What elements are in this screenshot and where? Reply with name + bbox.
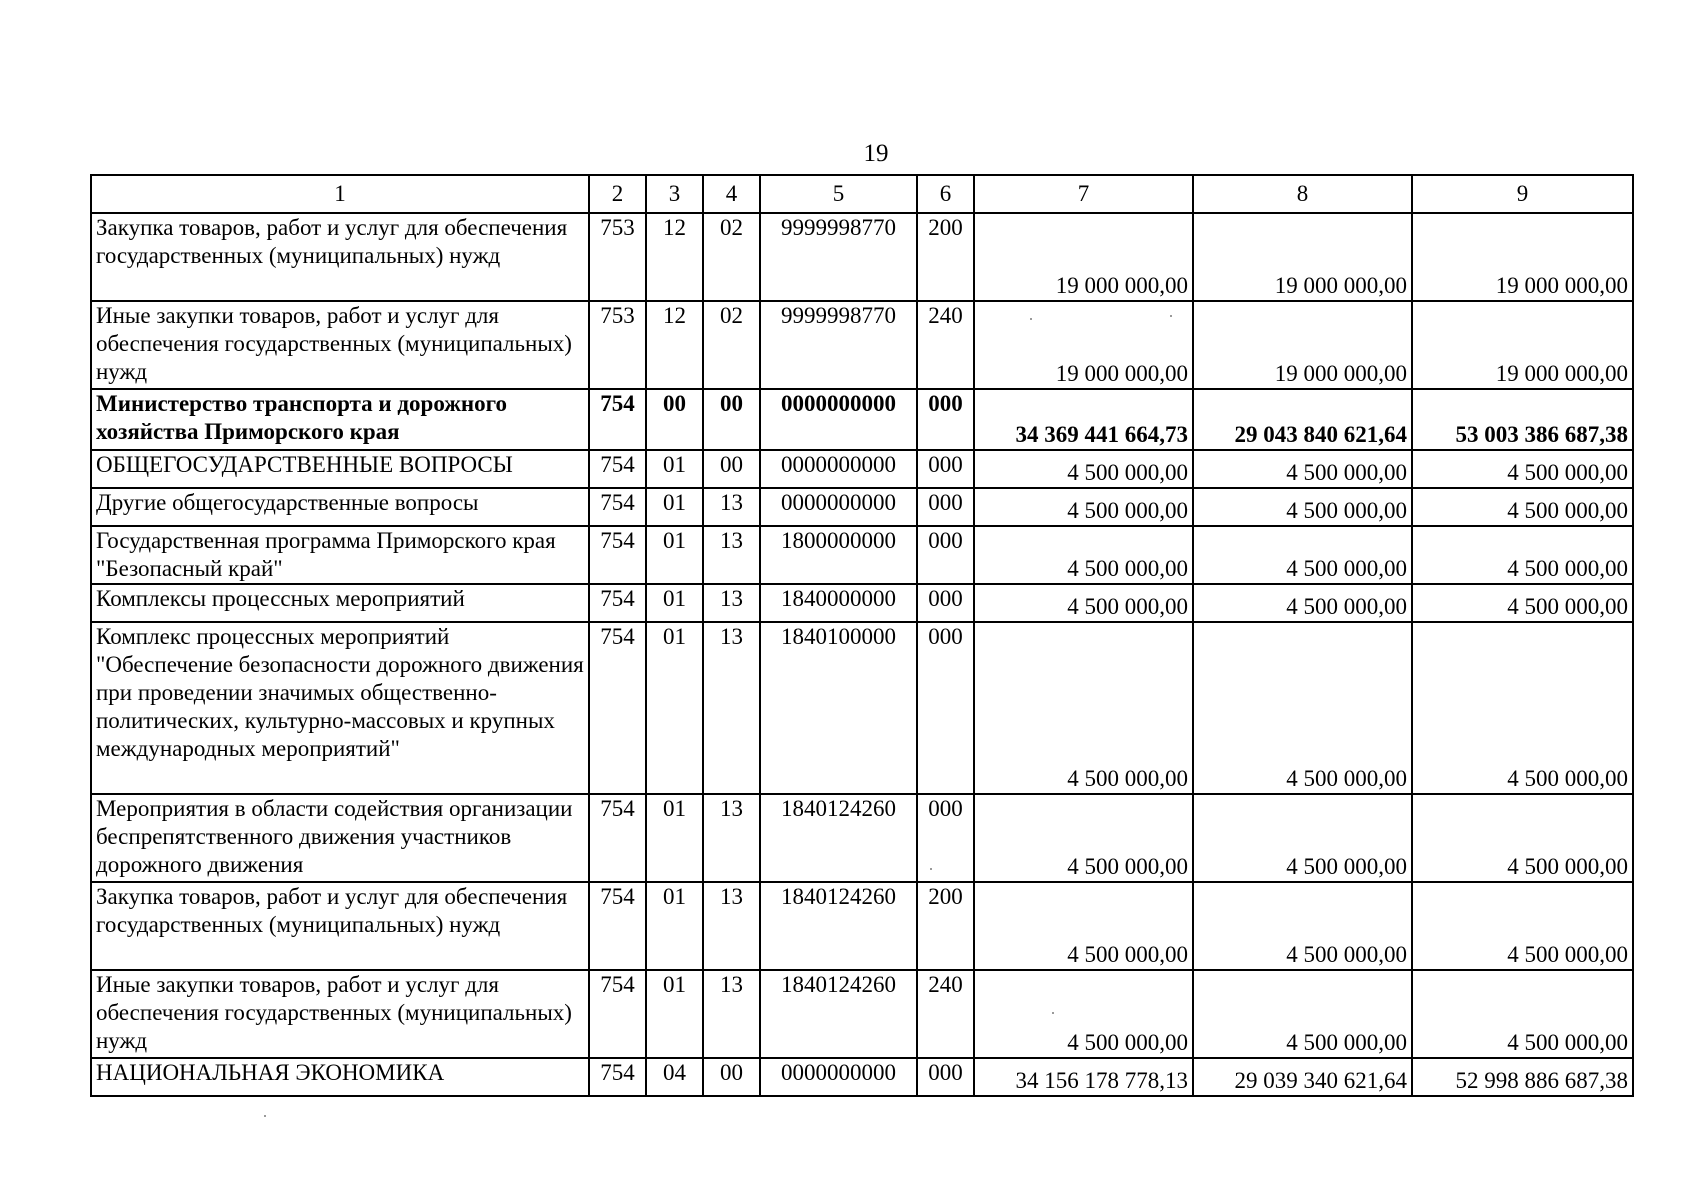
row-name-cell: Министерство транспорта и дорожного хозяйства Приморского края [91, 389, 589, 450]
row-amount-cell: 4 500 000,00 [1193, 488, 1412, 526]
row-name-cell: ОБЩЕГОСУДАРСТВЕННЫЕ ВОПРОСЫ [91, 450, 589, 488]
row-code-cell: 01 [646, 450, 703, 488]
row-code-cell: 01 [646, 526, 703, 584]
budget-table [90, 174, 1634, 1097]
row-amount-cell: 4 500 000,00 [974, 794, 1193, 882]
row-code-cell: 0000000000 [760, 450, 917, 488]
row-amount-cell: 29 043 840 621,64 [1193, 389, 1412, 450]
row-code-cell: 000 [917, 1058, 974, 1096]
row-code-cell: 0000000000 [760, 488, 917, 526]
row-code-cell: 754 [589, 488, 646, 526]
row-code-cell: 200 [917, 882, 974, 970]
row-code-cell: 01 [646, 584, 703, 622]
row-code-cell: 13 [703, 526, 760, 584]
header-cell: 8 [1193, 175, 1412, 213]
row-amount-cell: 19 000 000,00 [1412, 301, 1633, 389]
row-amount-cell: 4 500 000,00 [1412, 794, 1633, 882]
row-amount-cell: 34 369 441 664,73 [974, 389, 1193, 450]
header-cell: 6 [917, 175, 974, 213]
row-code-cell: 754 [589, 450, 646, 488]
row-code-cell: 00 [703, 1058, 760, 1096]
row-amount-cell: 4 500 000,00 [1412, 488, 1633, 526]
row-name-cell: Другие общегосударственные вопросы [91, 488, 589, 526]
row-code-cell: 12 [646, 301, 703, 389]
row-code-cell: 240 [917, 970, 974, 1058]
row-amount-cell: 4 500 000,00 [974, 970, 1193, 1058]
table-row [91, 301, 1633, 389]
row-code-cell: 1800000000 [760, 526, 917, 584]
table-row [91, 488, 1633, 526]
scan-speck [1170, 315, 1172, 317]
row-amount-cell: 53 003 386 687,38 [1412, 389, 1633, 450]
row-name-cell: Комплексы процессных мероприятий [91, 584, 589, 622]
header-cell: 1 [91, 175, 589, 213]
row-amount-cell: 4 500 000,00 [1412, 450, 1633, 488]
row-code-cell: 13 [703, 794, 760, 882]
row-code-cell: 00 [703, 450, 760, 488]
row-code-cell: 1840000000 [760, 584, 917, 622]
row-code-cell: 754 [589, 584, 646, 622]
row-amount-cell: 34 156 178 778,13 [974, 1058, 1193, 1096]
row-amount-cell: 4 500 000,00 [974, 622, 1193, 794]
row-amount-cell: 19 000 000,00 [1193, 213, 1412, 301]
table-header-row [91, 175, 1633, 213]
row-code-cell: 9999998770 [760, 213, 917, 301]
row-code-cell: 754 [589, 389, 646, 450]
page-number: 19 [863, 140, 889, 167]
row-code-cell: 01 [646, 622, 703, 794]
row-code-cell: 1840124260 [760, 970, 917, 1058]
table-row [91, 450, 1633, 488]
row-amount-cell: 4 500 000,00 [1193, 584, 1412, 622]
row-code-cell: 02 [703, 301, 760, 389]
table-row [91, 526, 1633, 584]
row-amount-cell: 4 500 000,00 [1193, 970, 1412, 1058]
row-code-cell: 000 [917, 526, 974, 584]
row-code-cell: 9999998770 [760, 301, 917, 389]
table-row [91, 1058, 1633, 1096]
table-row [91, 584, 1633, 622]
row-code-cell: 12 [646, 213, 703, 301]
row-amount-cell: 19 000 000,00 [974, 213, 1193, 301]
scan-speck [1030, 318, 1032, 320]
header-cell: 7 [974, 175, 1193, 213]
header-cell: 4 [703, 175, 760, 213]
table-row [91, 794, 1633, 882]
row-amount-cell: 4 500 000,00 [974, 584, 1193, 622]
row-code-cell: 754 [589, 622, 646, 794]
row-name-cell: Иные закупки товаров, работ и услуг для обеспечения государственных (муниципальных) нужд [91, 301, 589, 389]
row-amount-cell: 4 500 000,00 [1193, 794, 1412, 882]
table-body [91, 175, 1633, 1096]
row-amount-cell: 4 500 000,00 [974, 488, 1193, 526]
row-amount-cell: 4 500 000,00 [974, 450, 1193, 488]
row-code-cell: 01 [646, 794, 703, 882]
header-cell: 9 [1412, 175, 1633, 213]
row-amount-cell: 4 500 000,00 [1412, 970, 1633, 1058]
row-amount-cell: 4 500 000,00 [1193, 882, 1412, 970]
row-code-cell: 240 [917, 301, 974, 389]
row-name-cell: Государственная программа Приморского края "Безопасный край" [91, 526, 589, 584]
row-name-cell: Закупка товаров, работ и услуг для обеспечения государственных (муниципальных) нужд [91, 882, 589, 970]
row-amount-cell: 4 500 000,00 [1193, 622, 1412, 794]
row-code-cell: 13 [703, 584, 760, 622]
table-row [91, 970, 1633, 1058]
row-code-cell: 13 [703, 882, 760, 970]
row-name-cell: Иные закупки товаров, работ и услуг для обеспечения государственных (муниципальных) нужд [91, 970, 589, 1058]
row-code-cell: 13 [703, 970, 760, 1058]
row-amount-cell: 4 500 000,00 [1412, 882, 1633, 970]
row-name-cell: Закупка товаров, работ и услуг для обеспечения государственных (муниципальных) нужд [91, 213, 589, 301]
row-amount-cell: 4 500 000,00 [1412, 622, 1633, 794]
row-name-cell: НАЦИОНАЛЬНАЯ ЭКОНОМИКА [91, 1058, 589, 1096]
header-cell: 3 [646, 175, 703, 213]
row-code-cell: 754 [589, 794, 646, 882]
row-code-cell: 01 [646, 882, 703, 970]
table-row [91, 882, 1633, 970]
row-code-cell: 01 [646, 488, 703, 526]
row-code-cell: 00 [646, 389, 703, 450]
row-code-cell: 04 [646, 1058, 703, 1096]
row-code-cell: 754 [589, 526, 646, 584]
scan-speck [264, 1115, 266, 1117]
scan-speck [1052, 1012, 1054, 1014]
row-code-cell: 0000000000 [760, 1058, 917, 1096]
row-name-cell: Комплекс процессных мероприятий "Обеспечение безопасности дорожного движения при проведении значимых общественно-политических, культурно-массовых и крупных международных мероприятий" [91, 622, 589, 794]
row-code-cell: 1840124260 [760, 794, 917, 882]
row-amount-cell: 4 500 000,00 [974, 882, 1193, 970]
row-code-cell: 754 [589, 970, 646, 1058]
row-amount-cell: 52 998 886 687,38 [1412, 1058, 1633, 1096]
row-code-cell: 01 [646, 970, 703, 1058]
row-amount-cell: 4 500 000,00 [1412, 584, 1633, 622]
row-code-cell: 754 [589, 1058, 646, 1096]
row-amount-cell: 19 000 000,00 [1193, 301, 1412, 389]
table-row [91, 389, 1633, 450]
row-code-cell: 13 [703, 622, 760, 794]
row-code-cell: 0000000000 [760, 389, 917, 450]
row-code-cell: 1840100000 [760, 622, 917, 794]
row-code-cell: 754 [589, 882, 646, 970]
row-name-cell: Мероприятия в области содействия организации беспрепятственного движения участников дорожного движения [91, 794, 589, 882]
row-code-cell: 200 [917, 213, 974, 301]
row-amount-cell: 4 500 000,00 [1193, 450, 1412, 488]
row-code-cell: 1840124260 [760, 882, 917, 970]
row-code-cell: 753 [589, 301, 646, 389]
row-code-cell: 00 [703, 389, 760, 450]
row-code-cell: 000 [917, 450, 974, 488]
table-row [91, 213, 1633, 301]
row-code-cell: 000 [917, 389, 974, 450]
scan-speck [930, 868, 932, 870]
row-amount-cell: 19 000 000,00 [974, 301, 1193, 389]
header-cell: 5 [760, 175, 917, 213]
row-code-cell: 000 [917, 622, 974, 794]
row-code-cell: 000 [917, 794, 974, 882]
row-amount-cell: 4 500 000,00 [1412, 526, 1633, 584]
row-amount-cell: 4 500 000,00 [974, 526, 1193, 584]
row-amount-cell: 19 000 000,00 [1412, 213, 1633, 301]
table-row [91, 622, 1633, 794]
row-code-cell: 000 [917, 584, 974, 622]
row-amount-cell: 29 039 340 621,64 [1193, 1058, 1412, 1096]
header-cell: 2 [589, 175, 646, 213]
row-code-cell: 000 [917, 488, 974, 526]
row-code-cell: 753 [589, 213, 646, 301]
row-code-cell: 13 [703, 488, 760, 526]
row-code-cell: 02 [703, 213, 760, 301]
row-amount-cell: 4 500 000,00 [1193, 526, 1412, 584]
